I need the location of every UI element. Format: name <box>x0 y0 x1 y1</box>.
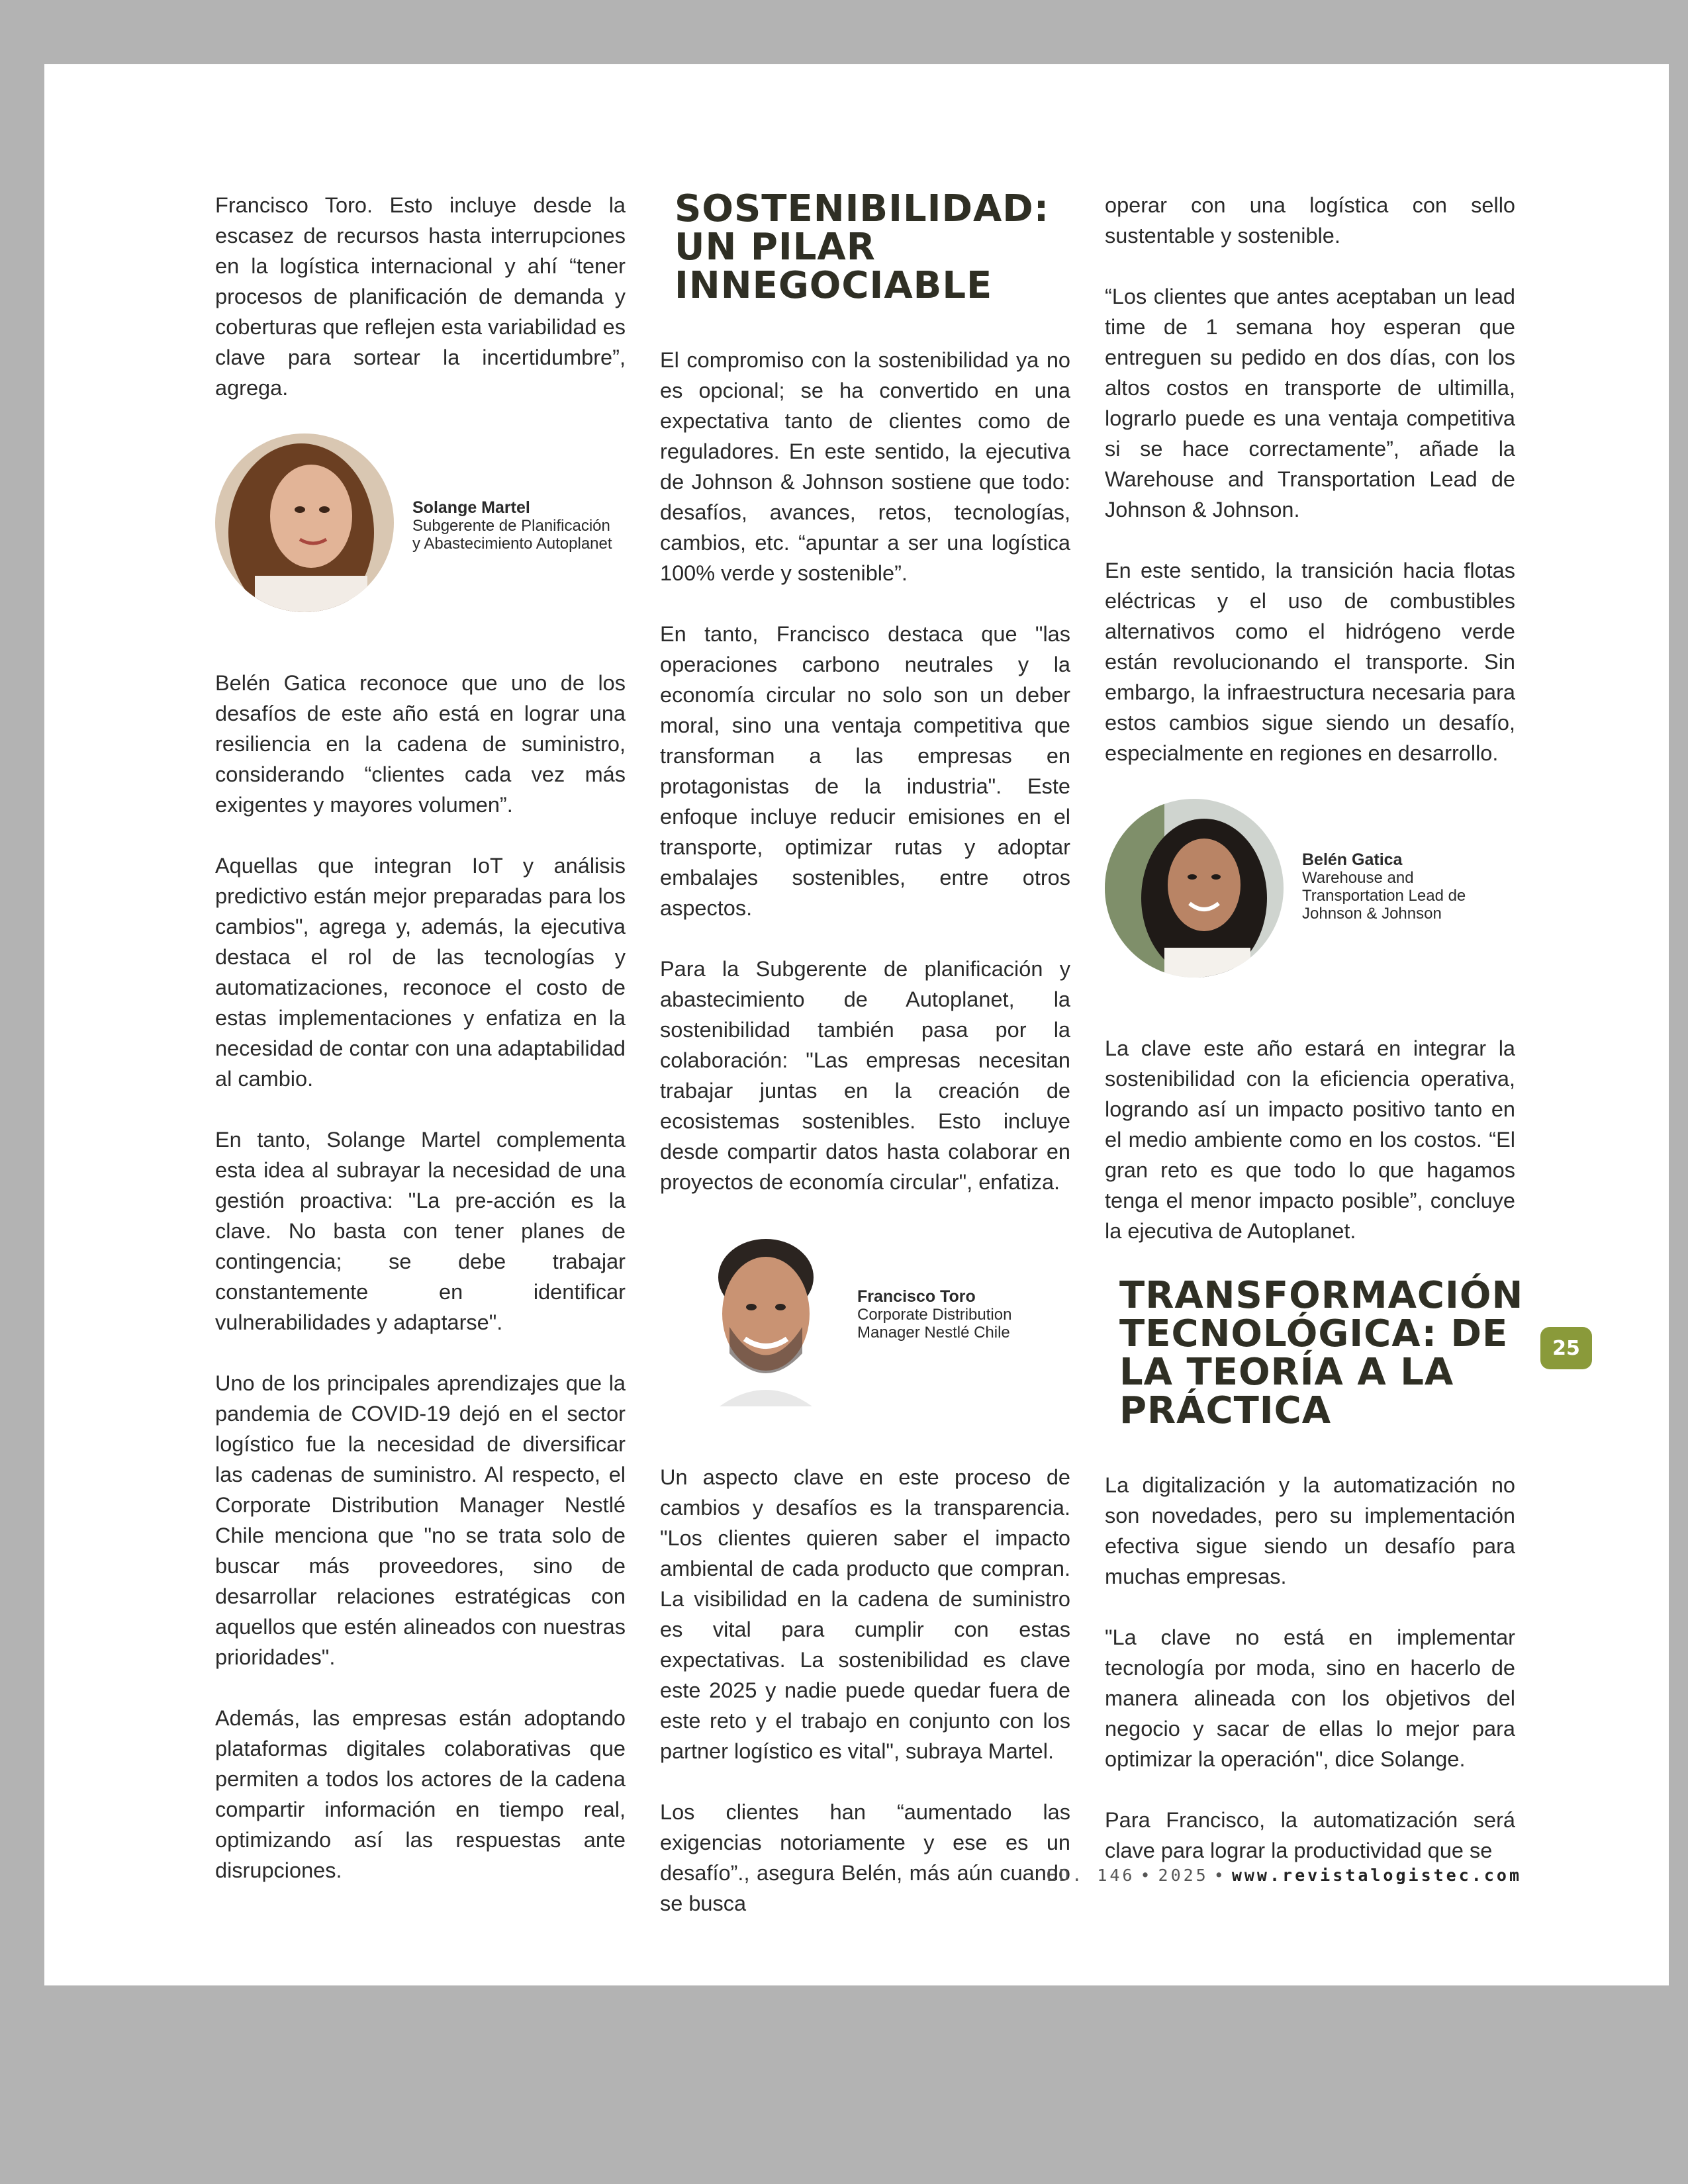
paragraph: Un aspecto clave en este proceso de cambios y desafíos es la transparencia. "Los clientes quieren saber el impacto ambiental de cada producto que compran. La visibilidad en la cadena de suministro es vital para cumplir con estas expectativas. La sostenibilidad es clave este 2025 y nadie puede quedar fuera de este reto y el trabajo en conjunto con los partner logístico es vital", subraya Martel. <box>660 1465 1070 1763</box>
profile-role: Corporate Distribution <box>857 1306 1012 1324</box>
heading-line: TECNOLÓGICA: DE <box>1119 1312 1509 1355</box>
paragraph: En este sentido, la transición hacia flotas eléctricas y el uso de combustibles alternativos como el hidrógeno verde están revolucionando el transporte. Sin embargo, la infraestructura necesaria para estos cambios sigue siendo un desafío, especialmente en regiones en desarrollo. <box>1105 559 1515 765</box>
article-column-3 <box>1105 190 1524 1896</box>
heading-line: PRÁCTICA <box>1119 1389 1332 1432</box>
paragraph: Para la Subgerente de planificación y abastecimiento de Autoplanet, la sostenibilidad también pasa por la colaboración: "Las empresas necesitan trabajar juntas en la creación de ecosistemas sostenibles. Esto incluye desde compartir datos hasta colaborar en proyectos de economía circular", enfatiza. <box>660 957 1070 1194</box>
footer-year: 2025 <box>1158 1866 1209 1885</box>
paragraph: En tanto, Solange Martel complementa esta idea al subrayar la necesidad de una gestión proactiva: "La pre-acción es la clave. No basta con tener planes de contingencia; se debe trabajar constantemente en identificar vulnerabilidades y adaptarse". <box>215 1128 626 1334</box>
paragraph: Además, las empresas están adoptando plataformas digitales colaborativas que permiten a todos los actores de la cadena compartir información en tiempo real, optimizando así las respuestas ante disrupciones. <box>215 1706 626 1882</box>
avatar-photo <box>693 1228 839 1406</box>
profile-name: Solange Martel <box>412 498 530 517</box>
heading-line: LA TEORÍA A LA <box>1119 1351 1454 1394</box>
paragraph: Uno de los principales aprendizajes que la pandemia de COVID-19 dejó en el sector logístico fue la necesidad de diversificar las cadenas de suministro. Al respecto, el Corporate Distribution Manager Nestlé Chile menciona que "no se trata solo de buscar más proveedores, sino de desarrollar relaciones estratégicas con aquellos que estén alineados con nuestras prioridades". <box>215 1371 626 1669</box>
heading-line: SOSTENIBILIDAD: <box>675 187 1050 230</box>
profile-caption <box>1302 850 1466 923</box>
profile-role: Transportation Lead de <box>1302 887 1466 905</box>
profile-caption <box>857 1287 1011 1342</box>
profile-belen-gatica <box>1105 799 1515 978</box>
heading-line: UN PILAR <box>675 226 876 269</box>
paragraph: Aquellas que integran IoT y análisis predictivo están mejor preparadas para los cambios", agrega y, además, la ejecutiva destaca el rol de las tecnologías y automatizaciones, reconoce el costo de estas implementaciones y enfatiza en la necesidad de contar con una adaptabilidad al cambio. <box>215 854 626 1091</box>
separator-dot: • <box>1213 1866 1227 1885</box>
profile-role: y Abastecimiento Autoplanet <box>412 535 612 553</box>
heading-line: INNEGOCIABLE <box>675 264 993 307</box>
article-column-1 <box>215 190 626 1916</box>
paragraph: Los clientes han “aumentado las exigencias notoriamente y ese es un desafío”., asegura Belén, más aún cuando se busca <box>660 1800 1070 1915</box>
profile-role: Manager Nestlé Chile <box>857 1324 1010 1342</box>
page-number-badge: 25 <box>1540 1327 1592 1369</box>
profile-role: Subgerente de Planificación <box>412 517 610 535</box>
paragraph: En tanto, Francisco destaca que "las operaciones carbono neutrales y la economía circular no solo son un deber moral, sino una ventaja competitiva que transforman a las empresas en protagonistas de la industria". Este enfoque incluye reducir emisiones en el transporte, optimizar rutas y adoptar embalajes sostenibles, entre otros aspectos. <box>660 622 1070 920</box>
avatar-photo <box>215 433 394 612</box>
profile-name: Francisco Toro <box>857 1287 976 1306</box>
paragraph: La clave este año estará en integrar la sostenibilidad con la eficiencia operativa, logrando así un impacto positivo tanto en el medio ambiente como en los costos. “El gran reto es que todo lo que hagamos tenga el menor impacto posible”, concluye la ejecutiva de Autoplanet. <box>1105 1036 1515 1243</box>
separator-dot: • <box>1140 1866 1153 1885</box>
paragraph: El compromiso con la sostenibilidad ya no es opcional; se ha convertido en una expectativa tanto de clientes como de reguladores. En este sentido, la ejecutiva de Johnson & Johnson sostiene que todo: desafíos, avances, retos, tecnologías, cambios, etc. “apuntar a ser una logística 100% verde y sostenible”. <box>660 348 1070 585</box>
paragraph: La digitalización y la automatización no son novedades, pero su implementación efectiva sigue siendo un desafío para muchas empresas. <box>1105 1473 1515 1588</box>
paragraph: “Los clientes que antes aceptaban un lead time de 1 semana hoy esperan que entreguen su pedido en dos días, con los altos costos en transporte de ultimilla, lograrlo puede es una ventaja competitiva si se hace correctamente”, añade la Warehouse and Transportation Lead de Johnson & Johnson. <box>1105 285 1515 522</box>
paragraph: operar con una logística con sello sustentable y sostenible. <box>1105 193 1515 248</box>
section-heading-sostenibilidad <box>675 187 1070 307</box>
footer-edition: ED. 146 <box>1047 1866 1135 1885</box>
profile-solange-martel <box>215 433 626 612</box>
profile-name: Belén Gatica <box>1302 850 1403 869</box>
heading-line: TRANSFORMACIÓN <box>1119 1274 1524 1317</box>
profile-caption <box>412 498 612 553</box>
footer-url[interactable]: www.revistalogistec.com <box>1231 1866 1522 1885</box>
section-heading-transformacion <box>1119 1274 1524 1432</box>
paragraph: "La clave no está en implementar tecnología por moda, sino en hacerlo de manera alineada con los objetivos del negocio y sacar de ellas lo mejor para optimizar la operación", dice Solange. <box>1105 1625 1515 1771</box>
profile-francisco-toro <box>660 1228 1070 1406</box>
page-footer <box>1047 1866 1522 1885</box>
profile-role: Johnson & Johnson <box>1302 905 1442 923</box>
paragraph: Francisco Toro. Esto incluye desde la escasez de recursos hasta interrupciones en la logística internacional y ahí “tener procesos de planificación de demanda y coberturas que reflejen esta variabilidad es clave para sortear la incertidumbre”, agrega. <box>215 193 626 400</box>
avatar-photo <box>1105 799 1284 978</box>
paragraph: Para Francisco, la automatización será clave para lograr la productividad que se <box>1105 1808 1515 1862</box>
magazine-page <box>44 64 1669 1985</box>
article-column-2 <box>660 187 1070 1949</box>
paragraph: Belén Gatica reconoce que uno de los desafíos de este año está en lograr una resiliencia en la cadena de suministro, considerando “clientes cada vez más exigentes y mayores volumen”. <box>215 671 626 817</box>
profile-role: Warehouse and <box>1302 869 1414 887</box>
